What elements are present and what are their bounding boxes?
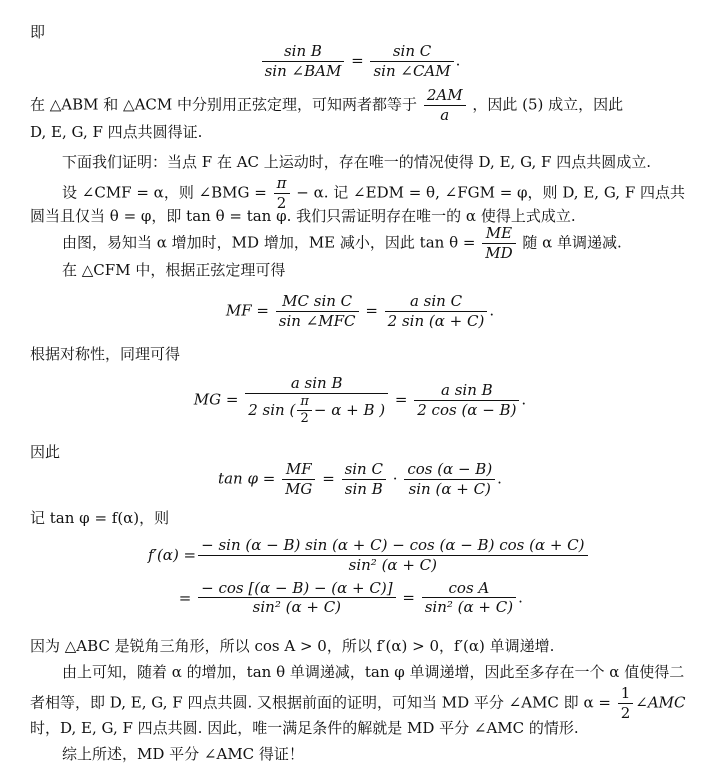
fraction: $\frac{- \sin (\alpha - B) \sin (\alpha + C) - \cos (\alpha - B) \cos (\alpha + C)}{\text{sin² (α + C)}}$	[198, 536, 587, 575]
fraction: $\frac{\pi}{2}$	[297, 394, 312, 428]
fraction: $\frac{\text{a sin C}}{2 \sin (\alpha + C)}$	[385, 292, 488, 331]
text-line: 时，D, E, G, F 四点共圆. 因此，唯一满足条件的解就是 MD 平分 ∠AMC 的情形.	[30, 719, 579, 737]
text-line: 由图，易知当 α 增加时，MD 增加，ME 减小，因此 tan θ = $\frac{ME}{MD}$ 随 α 单调递减.	[62, 224, 622, 262]
equation-1: $\frac{\text{sin B}}{\text{sin ∠BAM}}$ = $\frac{\text{sin C}}{\text{sin ∠CAM}}$ .	[0, 42, 720, 81]
equation-5: f′(α) = $\frac{- \sin (\alpha - B) \sin (\alpha + C) - \cos (\alpha - B) \cos (\alpha + C)}{\text{sin² (α + C)}}$ = $\frac{- \cos [(\alpha - B) - (\alpha + C)]}{\text{sin² (α + C)}}$ = $\frac{\text{cos A}}{\text{sin² (α + C)}}$ .	[148, 536, 590, 617]
fraction: $\frac{- \cos [(\alpha - B) - (\alpha + C)]}{\text{sin² (α + C)}}$	[198, 579, 395, 618]
fraction: $\frac{MF}{MG}$	[282, 460, 315, 499]
text-line: 在 △CFM 中，根据正弦定理可得	[62, 261, 286, 279]
fraction: $\frac{\text{sin B}}{\text{sin ∠BAM}}$	[262, 42, 345, 81]
text-line: 因此	[30, 443, 61, 461]
fraction: $\frac{\text{sin C}}{\text{sin B}}$	[342, 460, 386, 499]
fraction: $\frac{\pi}{2}$	[274, 174, 290, 213]
fraction: a sin B 2 sin ( $\frac{\pi}{2}$ − α + B )	[245, 374, 388, 427]
text-line: D, E, G, F 四点共圆得证.	[30, 123, 203, 141]
text-line: 综上所述，MD 平分 ∠AMC 得证！	[62, 745, 304, 763]
text-line: 因为 △ABC 是锐角三角形，所以 cos A > 0，所以 f′(α) > 0，f′(α) 单调递增.	[30, 637, 555, 655]
text-line: 根据对称性，同理可得	[30, 345, 181, 363]
text-line: 设 ∠CMF = α，则 ∠BMG = $\frac{\pi}{2}$ − α. 记 ∠EDM = θ, ∠FGM = φ，则 D, E, G, F 四点共	[62, 174, 685, 212]
text-line: 者相等，即 D, E, G, F 四点共圆. 又根据前面的证明，可知当 MD 平分 ∠AMC 即 α = $\frac{1}{2}$ ∠AMC	[30, 684, 686, 722]
text-line: 即	[30, 23, 46, 41]
fraction: $\frac{ME}{MD}$	[482, 224, 515, 263]
fraction: $\frac{2AM}{a}$	[424, 86, 466, 125]
fraction: $\frac{\cos (\alpha - B)}{\sin (\alpha + C)}$	[404, 460, 495, 499]
text-line: 下面我们证明：当点 F 在 AC 上运动时，存在唯一的情况使得 D, E, G, F 四点共圆成立.	[62, 153, 652, 171]
fraction: $\frac{\text{cos A}}{\text{sin² (α + C)}}$	[422, 579, 516, 618]
text-line: 由上可知，随着 α 的增加，tan θ 单调递减，tan φ 单调递增，因此至多存在一个 α 值使得二	[62, 663, 685, 681]
fraction: $\frac{\text{sin C}}{\text{sin ∠CAM}}$	[370, 42, 453, 81]
text-line: 在 △ABM 和 △ACM 中分别用正弦定理，可知两者都等于 $\frac{2AM}{a}$ ，因此 (5) 成立，因此	[30, 86, 624, 124]
equation-2: MF = $\frac{\text{MC sin C}}{\text{sin ∠MFC}}$ = $\frac{\text{a sin C}}{2 \sin (\alpha + C)}$ .	[225, 292, 495, 330]
text-line: 圆当且仅当 θ = φ，即 tan θ = tan φ. 我们只需证明存在唯一的 α 使得上式成立.	[30, 207, 576, 225]
fraction: $\frac{1}{2}$	[618, 684, 634, 723]
fraction: $\frac{\text{a sin B}}{2 \cos (\alpha - B)}$	[414, 381, 519, 420]
equation-4: tan φ = $\frac{MF}{MG}$ = $\frac{\text{sin C}}{\text{sin B}}$ · $\frac{\cos (\alpha - B)}{\sin (\alpha + C)}$ .	[218, 460, 502, 498]
equation-3: MG = a sin B 2 sin ( $\frac{\pi}{2}$ − α + B ) = $\frac{\text{a sin B}}{2 \cos (\alpha - B)}$ .	[193, 374, 527, 426]
text-line: 记 tan φ = f(α)，则	[30, 509, 170, 527]
fraction: $\frac{\text{MC sin C}}{\text{sin ∠MFC}}$	[276, 292, 359, 331]
